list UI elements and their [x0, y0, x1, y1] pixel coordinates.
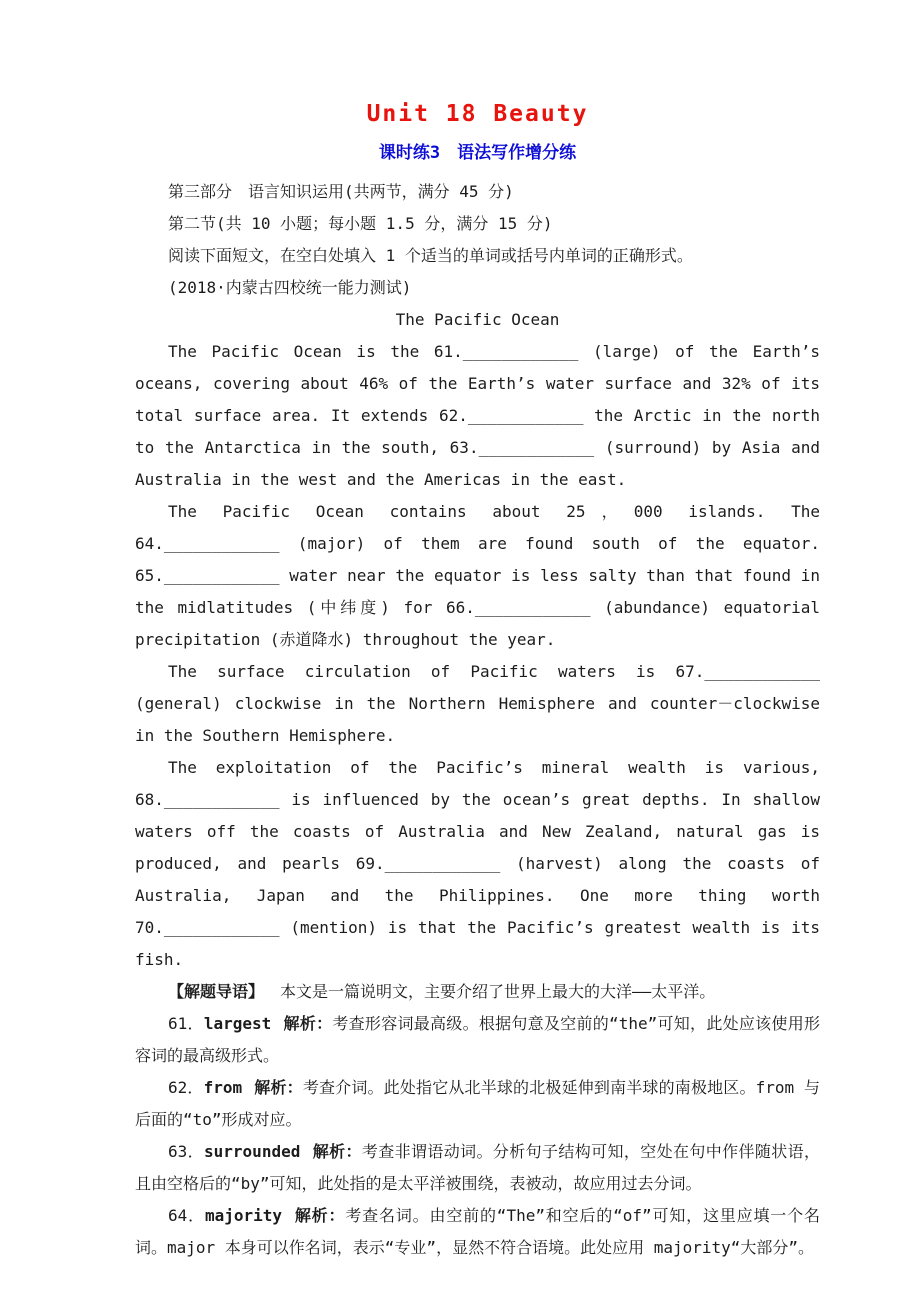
guide-text: 本文是一篇说明文，主要介绍了世界上最大的大洋——太平洋。	[280, 982, 716, 1001]
answer-word: from	[203, 1078, 243, 1097]
answer-item-63	[135, 1136, 820, 1200]
answer-word: majority	[204, 1206, 282, 1225]
analysis-text: 考查介词。此处指它从北半球的北极延伸到南半球的南极地区。from 与后面的“to”形成对应。	[135, 1078, 820, 1129]
passage-paragraph-1: The Pacific Ocean is the 61.____________ (large) of the Earth’s oceans, covering about 46% of the Earth’s water surface and 32% of its total surface area. It extends 62.____________ the Arctic in the north to the Antarctica in the south, 63.____________ (surround) by Asia and Australia in the west and the Americas in the east.	[135, 342, 820, 489]
unit-title: Unit 18 Beauty	[366, 101, 589, 127]
analysis-text: 考查非谓语动词。分析句子结构可知，空处在句中作伴随状语，且由空格后的“by”可知，此处指的是太平洋被围绕，表被动，故应用过去分词。	[135, 1142, 820, 1193]
passage-paragraph-4: The exploitation of the Pacific’s mineral wealth is various, 68.____________ is influenced by the ocean’s great depths. In shallow waters off the coasts of Australia and New Zealand, natural gas is produced, and pearls 69.____________ (harvest) along the coasts of Australia, Japan and the Philippines. One more thing worth 70.____________ (mention) is that the Pacific’s greatest wealth is its fish.	[135, 758, 820, 969]
passage-paragraph-3: The surface circulation of Pacific waters is 67.____________ (general) clockwise in the Northern Hemisphere and counter－clockwise in the Southern Hemisphere.	[135, 662, 820, 745]
analysis-text: 考查形容词最高级。根据句意及空前的“the”可知，此处应该使用形容词的最高级形式。	[135, 1014, 820, 1065]
passage-paragraph-2: The Pacific Ocean contains about 25，000 islands. The 64.____________ (major) of them are found south of the equator. 65.____________ water near the equator is less salty than that found in the midlatitudes (中纬度) for 66.____________ (abundance) equatorial precipitation (赤道降水) throughout the year.	[135, 502, 820, 649]
section-heading: 第二节(共 10 小题；每小题 1.5 分，满分 15 分)	[168, 214, 553, 233]
answer-word: surrounded	[204, 1142, 301, 1161]
passage-title: The Pacific Ocean	[395, 310, 560, 329]
guide-label: 【解题导语】	[168, 982, 265, 1001]
source-note: (2018·内蒙古四校统一能力测试)	[168, 278, 412, 297]
answer-word: largest	[203, 1014, 272, 1033]
answer-number: 63．	[168, 1142, 205, 1161]
answer-item-64	[135, 1200, 820, 1264]
answer-number: 64．	[168, 1206, 205, 1225]
answer-item-61	[135, 1008, 820, 1072]
analysis-label: 解析：	[254, 1078, 303, 1097]
answer-item-62	[135, 1072, 820, 1136]
part-heading: 第三部分 语言知识运用(共两节，满分 45 分)	[168, 182, 514, 201]
analysis-label: 解析：	[283, 1014, 333, 1033]
directions-text: 阅读下面短文，在空白处填入 1 个适当的单词或括号内单词的正确形式。	[168, 246, 693, 265]
analysis-text: 考查名词。由空前的“The”和空后的“of”可知，这里应填一个名词。major 本身可以作名词，表示“专业”，显然不符合语境。此处应用 majority“大部分”。	[135, 1206, 820, 1257]
answer-number: 62．	[168, 1078, 204, 1097]
lesson-subtitle: 课时练3 语法写作增分练	[378, 143, 577, 163]
analysis-label: 解析：	[294, 1206, 346, 1225]
answer-number: 61．	[168, 1014, 204, 1033]
analysis-label: 解析：	[312, 1142, 362, 1161]
analysis-guide	[135, 976, 820, 1008]
